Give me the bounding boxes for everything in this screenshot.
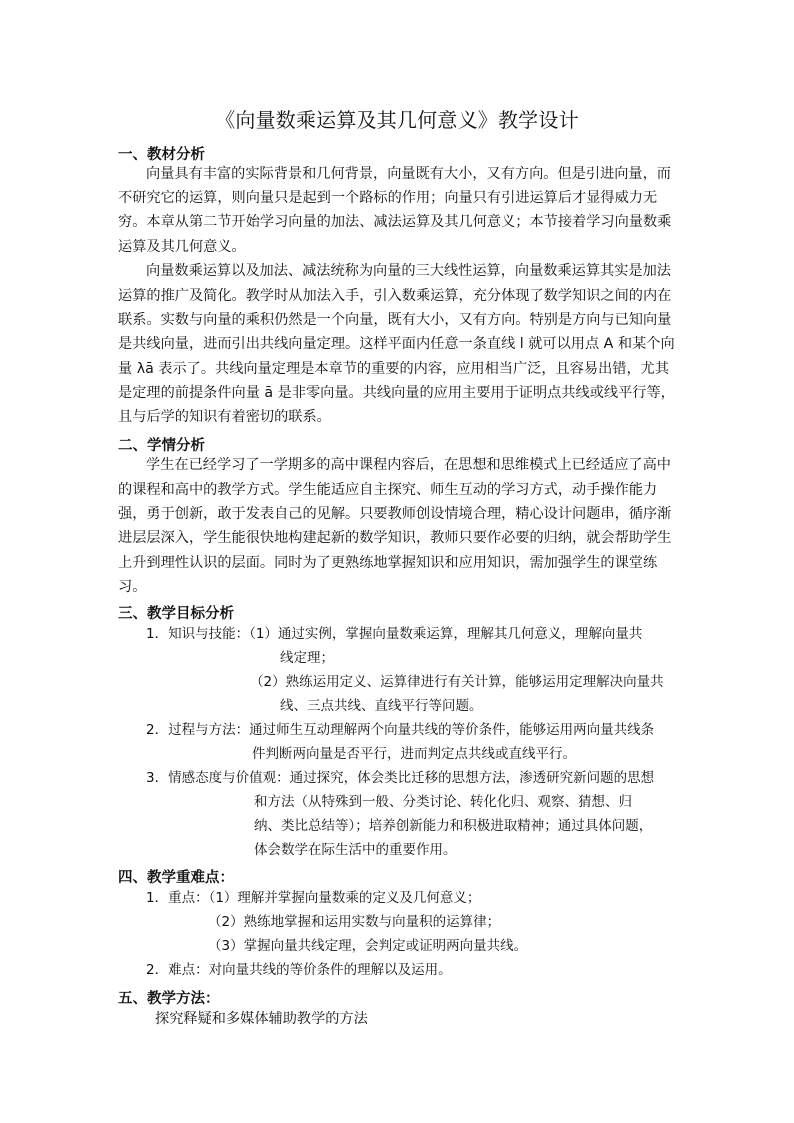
objective-line: 线、三点共线、直线平行等问题。 (280, 698, 483, 714)
heading-textbook-analysis: 一、教材分析 (118, 147, 205, 163)
heading-key-difficult-points: 四、教学重难点： (118, 870, 234, 886)
paragraph-line: 学生在已经学习了一学期多的高中课程内容后，在思想和思维模式上已经适应了高中 (146, 457, 671, 473)
paragraph-line: 习。 (118, 579, 147, 595)
objective-line: （2）熟练运用定义、运算律进行有关计算，能够运用定理解决向量共 (250, 674, 664, 690)
key-point-line: 1．重点：（1）理解并掌握向量数乘的定义及几何意义； (146, 890, 481, 906)
paragraph-line: 向量具有丰富的实际背景和几何背景，向量既有大小，又有方向。但是引进向量，而 (146, 166, 671, 182)
objective-line: 和方法（从特殊到一般、分类讨论、转化化归、观察、猜想、归 (254, 794, 632, 810)
objective-line: 1．知识与技能：（1）通过实例，掌握向量数乘运算，理解其几何意义，理解向量共 (146, 626, 643, 642)
paragraph-line: 不研究它的运算，则向量只是起到一个路标的作用；向量只有引进运算后才显得威力无 (118, 190, 658, 206)
paragraph-line: 穷。本章从第二节开始学习向量的加法、减法运算及其几何意义；本节接着学习向量数乘 (118, 214, 672, 230)
document-title: 《向量数乘运算及其几何意义》教学设计 (215, 108, 579, 132)
paragraph-line: 的课程和高中的教学方式。学生能适应自主探究、师生互动的学习方式，动手操作能力 (118, 482, 658, 498)
paragraph-line: 是定理的前提条件向量 ā 是非零向量。共线向量的应用主要用于证明点共线或线平行等， (118, 385, 675, 401)
objective-line: 纳、类比总结等）；培养创新能力和积极进取精神；通过具体问题， (254, 818, 653, 834)
paragraph-line: 是共线向量，进而引出共线向量定理。这样平面内任意一条直线 l 就可以用点 A 和某个向 (118, 336, 675, 352)
heading-teaching-methods: 五、教学方法： (118, 991, 220, 1007)
key-point-line: （2）熟练地掌握和运用实数与向量积的运算律； (208, 914, 501, 930)
paragraph-line: 强，勇于创新，敢于发表自己的见解。只要教师创设情境合理，精心设计问题串，循序渐 (118, 506, 672, 522)
key-point-line: 2．难点：对向量共线的等价条件的理解以及运用。 (146, 962, 452, 978)
objective-line: 体会数学在际生活中的重要作用。 (254, 842, 457, 858)
paragraph-line: 且与后学的知识有着密切的联系。 (118, 409, 331, 425)
objective-line: 件判断两向量是否平行，进而判定点共线或直线平行。 (252, 746, 576, 762)
heading-learner-analysis: 二、学情分析 (118, 438, 205, 454)
objective-line: 2．过程与方法：通过师生互动理解两个向量共线的等价条件，能够运用两向量共线条 (146, 722, 655, 738)
paragraph-line: 运算及其几何意义。 (118, 239, 246, 255)
objective-line: 线定理； (280, 650, 334, 666)
paragraph-line: 运算的推广及简化。教学时从加法入手，引入数乘运算，充分体现了数学知识之间的内在 (118, 288, 672, 304)
method-line: 探究释疑和多媒体辅助教学的方法 (155, 1011, 368, 1027)
paragraph-line: 联系。实数与向量的乘积仍然是一个向量，既有大小，又有方向。特别是方向与已知向量 (118, 312, 672, 328)
paragraph-line: 向量数乘运算以及加法、减法统称为向量的三大线性运算，向量数乘运算其实是加法 (146, 263, 671, 279)
paragraph-line: 量 λā 表示了。共线向量定理是本章节的重要的内容，应用相当广泛，且容易出错，尤其 (118, 361, 670, 377)
paragraph-line: 进层层深入，学生能很快地构建起新的数学知识，教师只要作必要的归纳，就会帮助学生 (118, 530, 672, 546)
key-point-line: （3）掌握向量共线定理，会判定或证明两向量共线。 (208, 938, 528, 954)
objective-line: 3．情感态度与价值观：通过探究，体会类比迁移的思想方法，渗透研究新问题的思想 (146, 770, 655, 786)
paragraph-line: 上升到理性认识的层面。同时为了更熟练地掌握知识和应用知识，需加强学生的课堂练 (118, 555, 658, 571)
heading-objectives-analysis: 三、教学目标分析 (118, 606, 234, 622)
